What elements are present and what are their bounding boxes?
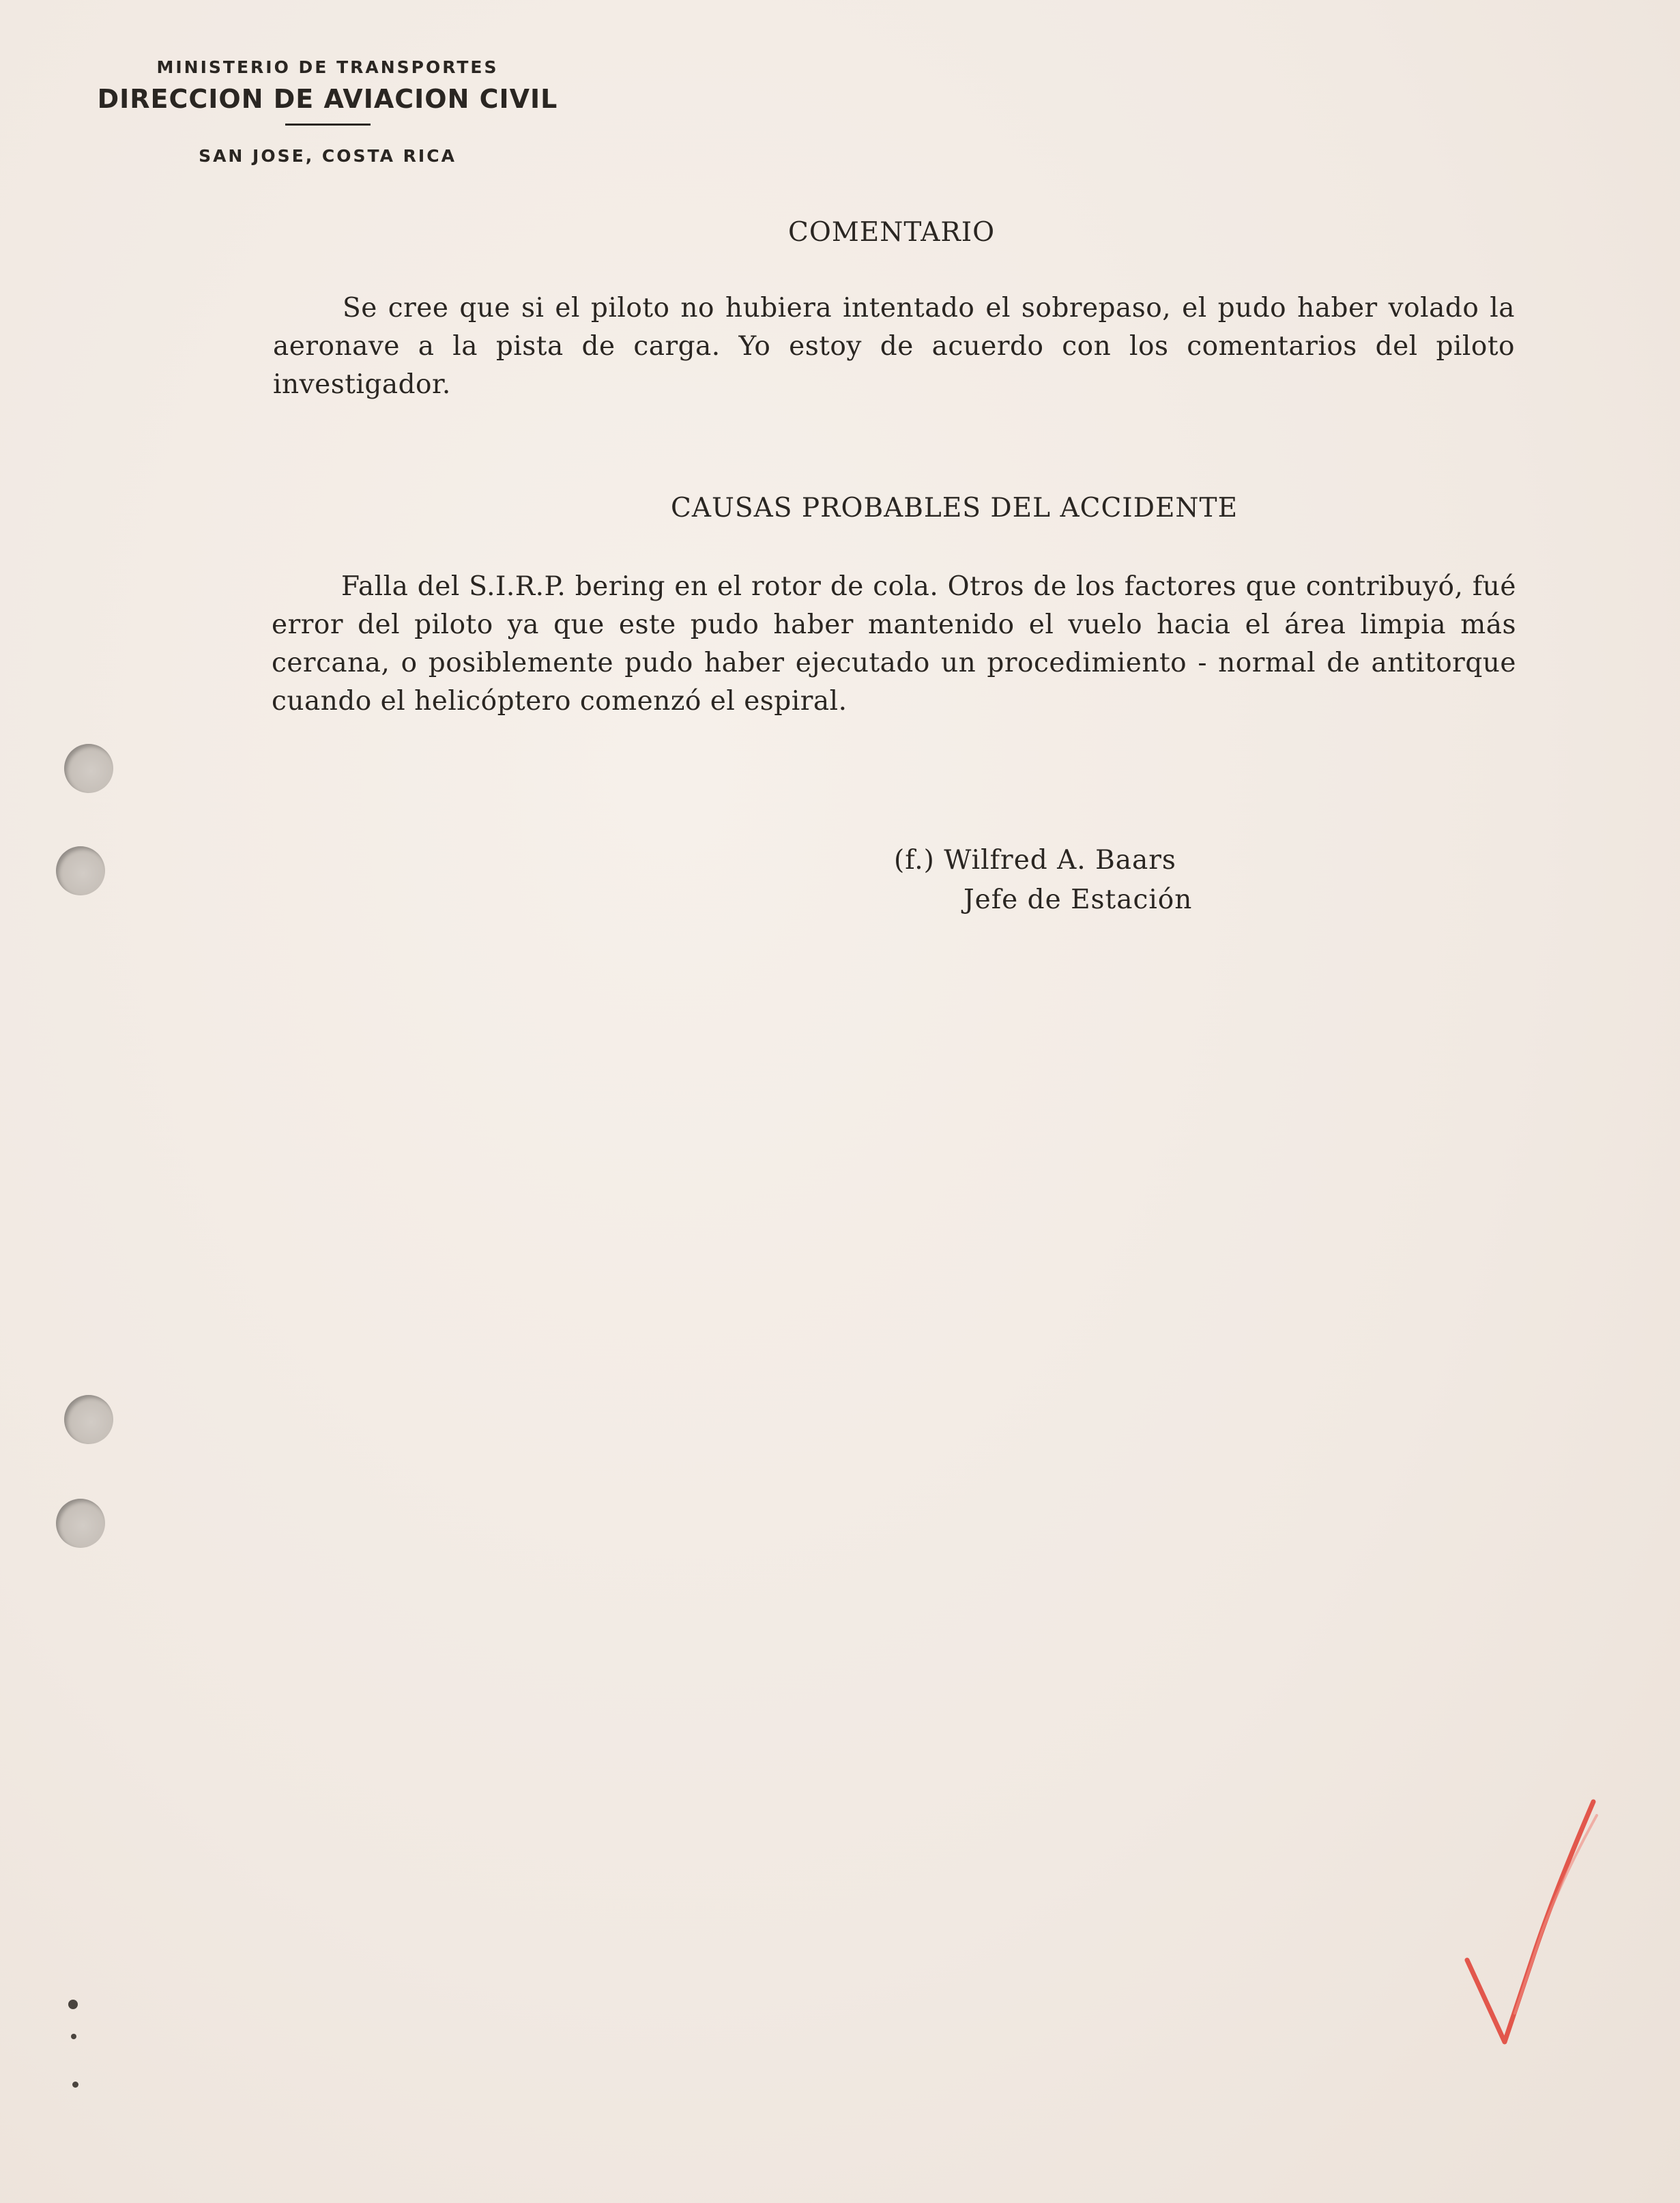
- comentario-heading: COMENTARIO: [788, 217, 996, 248]
- causas-text: Falla del S.I.R.P. bering en el rotor de cola. Otros de los factores que contribuyó, fué error del piloto ya que este pudo haber mantenido el vuelo hacia el área limpia más cercana, o posiblemente pudo haber ejecutado un procedimiento - normal de antitorque cuando el helicóptero comenzó el espiral.: [272, 571, 1516, 717]
- punch-hole: [56, 1499, 105, 1548]
- letterhead-city: SAN JOSE, COSTA RICA: [199, 146, 457, 166]
- letterhead-rule: [285, 124, 371, 126]
- letterhead-ministry: MINISTERIO DE TRANSPORTES: [156, 57, 499, 77]
- signature-block: [894, 841, 1192, 920]
- paper-speck: [71, 2034, 76, 2039]
- letterhead-direction: DIRECCION DE AVIACION CIVIL: [97, 84, 558, 114]
- signature-name: (f.) Wilfred A. Baars: [894, 845, 1176, 876]
- letterhead: [82, 57, 573, 166]
- paper-speck: [72, 2082, 78, 2088]
- comentario-text: Se cree que si el piloto no hubiera intentado el sobrepaso, el pudo haber volado la aeronave a la pista de carga. Yo estoy de acuerdo con los comentarios del piloto investigador.: [273, 293, 1515, 400]
- signature-title: Jefe de Estación: [964, 884, 1193, 915]
- comentario-paragraph: [273, 289, 1515, 404]
- punch-hole: [64, 744, 113, 793]
- punch-hole: [64, 1395, 113, 1444]
- causas-heading: CAUSAS PROBABLES DEL ACCIDENTE: [671, 493, 1239, 523]
- paper-speck: [68, 2000, 78, 2009]
- causas-paragraph: [272, 568, 1516, 721]
- punch-hole: [56, 846, 105, 895]
- red-check-mark: [1433, 1788, 1610, 2075]
